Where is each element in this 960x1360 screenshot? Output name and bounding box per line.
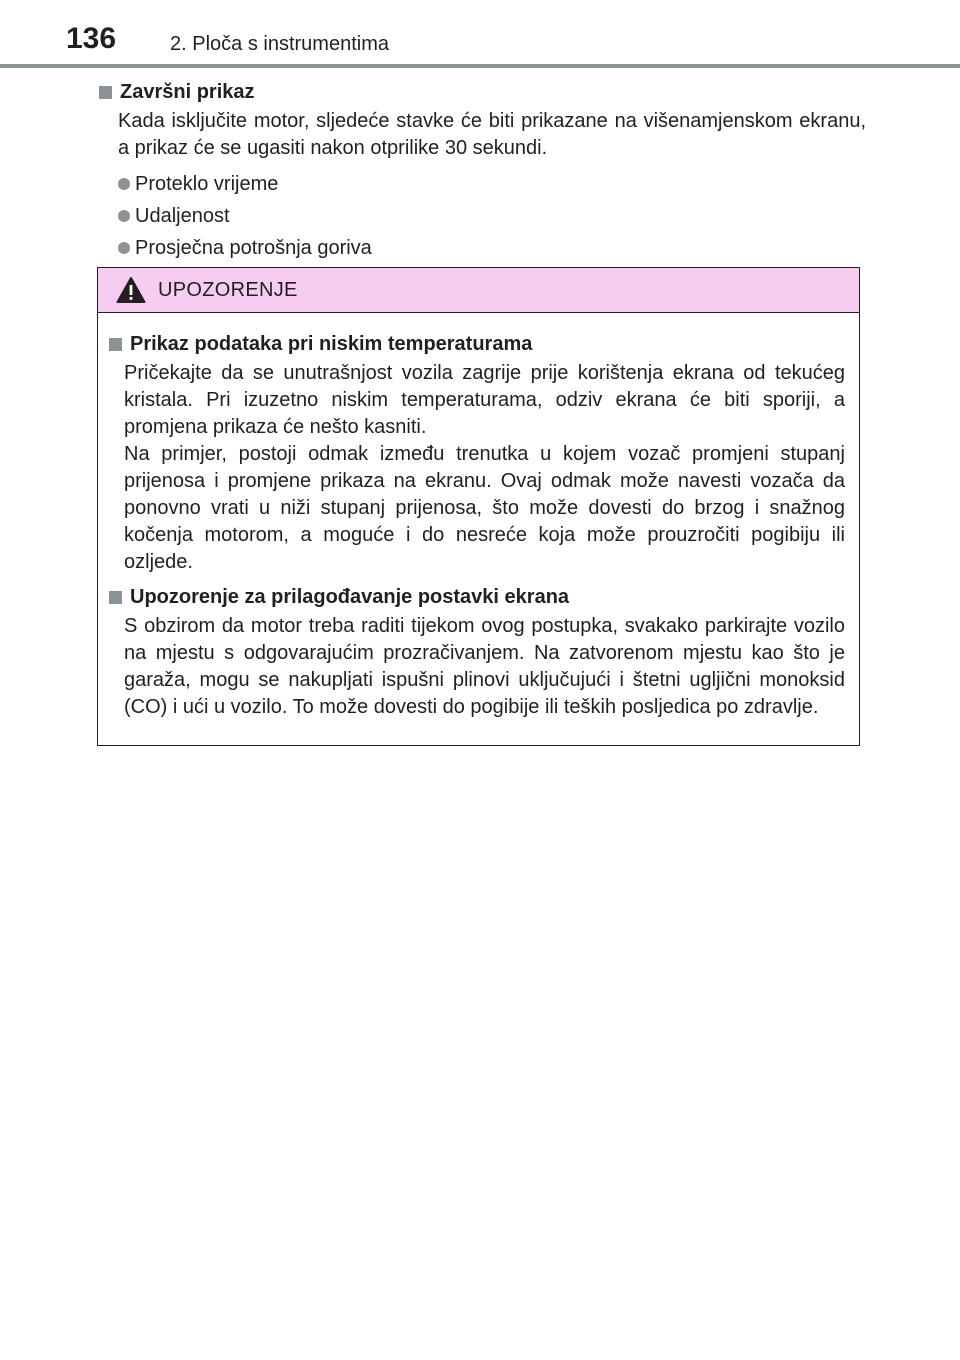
list-item-text: Proteklo vrijeme bbox=[135, 173, 279, 195]
page-header bbox=[0, 0, 960, 66]
list-item bbox=[118, 200, 866, 232]
final-display-section bbox=[96, 80, 866, 264]
warning-section-body bbox=[124, 613, 845, 721]
warning-header bbox=[98, 268, 859, 313]
section-heading bbox=[96, 80, 866, 104]
list-item-text: Prosječna potrošnja goriva bbox=[135, 237, 372, 259]
warning-section bbox=[106, 584, 845, 721]
warning-section-body bbox=[124, 360, 845, 576]
warning-section-heading bbox=[106, 331, 845, 357]
warning-section-heading bbox=[106, 584, 845, 610]
dot-bullet-icon bbox=[118, 178, 130, 190]
warning-paragraph: Pričekajte da se unutrašnjost vozila zagrije prije korištenja ekrana od tekućeg kristala. Pri izuzetno niskim temperaturama, odziv ekrana će biti sporiji, a promjena prikaza će nešto kasniti. bbox=[124, 362, 845, 438]
dot-bullet-icon bbox=[118, 210, 130, 222]
page-number: 136 bbox=[66, 22, 117, 55]
list-item bbox=[118, 232, 866, 264]
warning-section bbox=[106, 331, 845, 576]
header-rule bbox=[0, 64, 960, 68]
warning-box bbox=[97, 267, 860, 746]
warning-content bbox=[98, 313, 859, 721]
chapter-title: 2. Ploča s instrumentima bbox=[170, 33, 389, 55]
square-bullet-icon bbox=[109, 338, 122, 351]
dot-bullet-icon bbox=[118, 242, 130, 254]
section-body: Kada isključite motor, sljedeće stavke će biti prikazane na višenamjenskom ekranu, a prikaz će se ugasiti nakon otprilike 30 sekundi. bbox=[118, 110, 866, 159]
list-item-text: Udaljenost bbox=[135, 205, 230, 227]
warning-paragraph: S obzirom da motor treba raditi tijekom ovog postupka, svakako parkirajte vozilo na mjestu s odgovarajućim prozračivanjem. Na zatvorenom mjestu kao što je garaža, mogu se nakupljati ispušni plinovi uključujući i štetni ugljični monoksid (CO) i ući u vozilo. To može dovesti do pogibije ili teških posljedica po zdravlje. bbox=[124, 615, 845, 718]
warning-paragraph: Na primjer, postoji odmak između trenutka u kojem vozač promjeni stupanj prijenosa i promjene prikaza na ekranu. Ovaj odmak može navesti vozača da ponovno vrati u niži stupanj prijenosa, što može dovesti do brzog i snažnog kočenja motorom, a moguće i do nesreće koja može prouzročiti pogibiju ili ozljede. bbox=[124, 443, 845, 573]
section-heading-text: Završni prikaz bbox=[120, 81, 255, 103]
list-item bbox=[118, 168, 866, 200]
warning-triangle-icon bbox=[116, 276, 146, 304]
square-bullet-icon bbox=[109, 591, 122, 604]
warning-title: UPOZORENJE bbox=[158, 279, 298, 301]
bullet-list bbox=[96, 168, 866, 264]
warning-section-heading-text: Upozorenje za prilagođavanje postavki ekrana bbox=[130, 586, 570, 608]
square-bullet-icon bbox=[99, 86, 112, 99]
warning-section-heading-text: Prikaz podataka pri niskim temperaturama bbox=[130, 333, 533, 355]
